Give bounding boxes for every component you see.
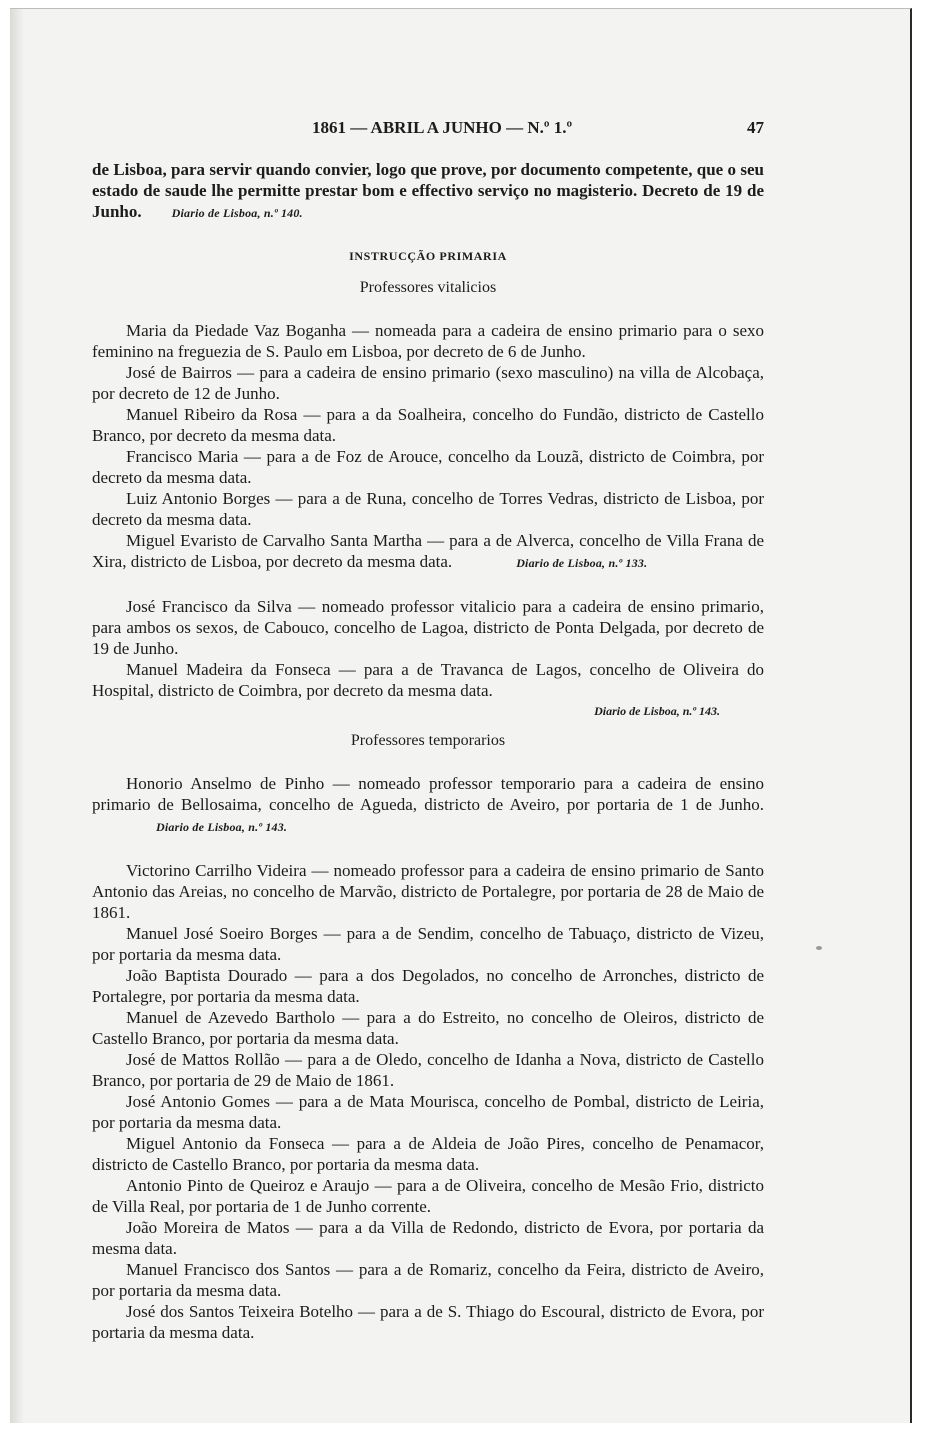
- list-item: Manuel Madeira da Fonseca — para a de Travanca de Lagos, concelho de Oliveira do Hospital, districto de Coimbra, por decreto da mesma data.: [92, 660, 764, 700]
- ink-speck: [816, 946, 822, 950]
- spacer: [92, 838, 764, 860]
- list-item: Manuel Ribeiro da Rosa — para a da Soalheira, concelho do Fundão, districto de Castello Branco, por decreto da mesma data.: [92, 405, 764, 445]
- document-page: [10, 8, 912, 1423]
- list-item: Miguel Antonio da Fonseca — para a de Aldeia de João Pires, concelho de Penamacor, districto de Castello Branco, por portaria da mesma data.: [92, 1134, 764, 1174]
- list-item: José dos Santos Teixeira Botelho — para a de S. Thiago do Escoural, districto de Evora, por portaria da mesma data.: [92, 1302, 764, 1342]
- list-item: José de Bairros — para a cadeira de ensino primario (sexo masculino) na villa de Alcobaça, por decreto de 12 de Junho.: [92, 363, 764, 403]
- list-item: Antonio Pinto de Queiroz e Araujo — para a de Oliveira, concelho de Mesão Frio, districto de Villa Real, por portaria de 1 de Junho corrente.: [92, 1176, 764, 1216]
- running-title: 1861 — ABRIL A JUNHO — N.º 1.º: [312, 118, 573, 137]
- list-item-text: Honorio Anselmo de Pinho — nomeado professor temporario para a cadeira de ensino primario de Bellosaima, concelho de Agueda, districto de Aveiro, por portaria de 1 de Junho.: [92, 774, 764, 814]
- page-binding-edge: [10, 9, 24, 1423]
- list-item: José Francisco da Silva — nomeado professor vitalicio para a cadeira de ensino primario, para ambos os sexos, de Cabouco, concelho de Lagoa, districto de Ponta Delgada, por decreto de 19 de Junho.: [92, 597, 764, 658]
- list-item-with-source: [92, 773, 764, 838]
- intro-text: de Lisboa, para servir quando convier, logo que prove, por documento competente, que o seu estado de saude lhe permitte prestar bom e effectivo serviço no magisterio. Decreto de 19 de Junho.: [92, 160, 764, 221]
- intro-source: Diario de Lisboa, n.º 140.: [171, 206, 303, 220]
- intro-paragraph: [92, 159, 764, 224]
- list-item-text: Miguel Evaristo de Carvalho Santa Martha — para a de Alverca, concelho de Villa Frana de Xira, districto de Lisboa, por decreto da mesma data.: [92, 531, 764, 571]
- list-item: Manuel José Soeiro Borges — para a de Sendim, concelho de Tabuaço, districto de Vizeu, por portaria da mesma data.: [92, 924, 764, 964]
- list-item: José de Mattos Rollão — para a de Oledo, concelho de Idanha a Nova, districto de Castello Branco, por portaria de 29 de Maio de 1861.: [92, 1050, 764, 1090]
- list-item-with-source: [92, 530, 764, 574]
- list-item: Luiz Antonio Borges — para a de Runa, concelho de Torres Vedras, districto de Lisboa, por decreto da mesma data.: [92, 489, 764, 529]
- subsection-vitalicios: Professores vitalicios: [359, 279, 497, 296]
- subsection-temporarios: Professores temporarios: [350, 732, 506, 749]
- page-content: [92, 117, 764, 1343]
- section-title: INSTRUCÇÃO PRIMARIA: [349, 249, 507, 263]
- list-item: Victorino Carrilho Videira — nomeado professor para a cadeira de ensino primario de Santo Antonio das Areias, no concelho de Marvão, districto de Portalegre, por portaria de 28 de Maio de 1861.: [92, 861, 764, 922]
- list-item: Francisco Maria — para a de Foz de Arouce, concelho da Louzã, districto de Coimbra, por decreto da mesma data.: [92, 447, 764, 487]
- list-item: José Antonio Gomes — para a de Mata Mourisca, concelho de Pombal, districto de Leiria, por portaria da mesma data.: [92, 1092, 764, 1132]
- list-item: Maria da Piedade Vaz Boganha — nomeada para a cadeira de ensino primario para o sexo feminino na freguezia de S. Paulo em Lisboa, por decreto de 6 de Junho.: [92, 321, 764, 361]
- page-number: 47: [747, 118, 764, 137]
- list-item: João Moreira de Matos — para a da Villa de Redondo, districto de Evora, por portaria da mesma data.: [92, 1218, 764, 1258]
- vitalicios-group2-source: Diario de Lisboa, n.º 143.: [594, 704, 720, 718]
- temporarios-group1-source: Diario de Lisboa, n.º 143.: [156, 820, 288, 834]
- list-item: Manuel Francisco dos Santos — para a de Romariz, concelho da Feira, districto de Aveiro, por portaria da mesma data.: [92, 1260, 764, 1300]
- running-header: [92, 117, 764, 141]
- list-item: Manuel de Azevedo Bartholo — para a do Estreito, no concelho de Oleiros, districto de Castello Branco, por portaria da mesma data.: [92, 1008, 764, 1048]
- list-item: João Baptista Dourado — para a dos Degolados, no concelho de Arronches, districto de Portalegre, por portaria da mesma data.: [92, 966, 764, 1006]
- vitalicios-group1-source: Diario de Lisboa, n.º 133.: [516, 556, 648, 570]
- spacer: [92, 574, 764, 596]
